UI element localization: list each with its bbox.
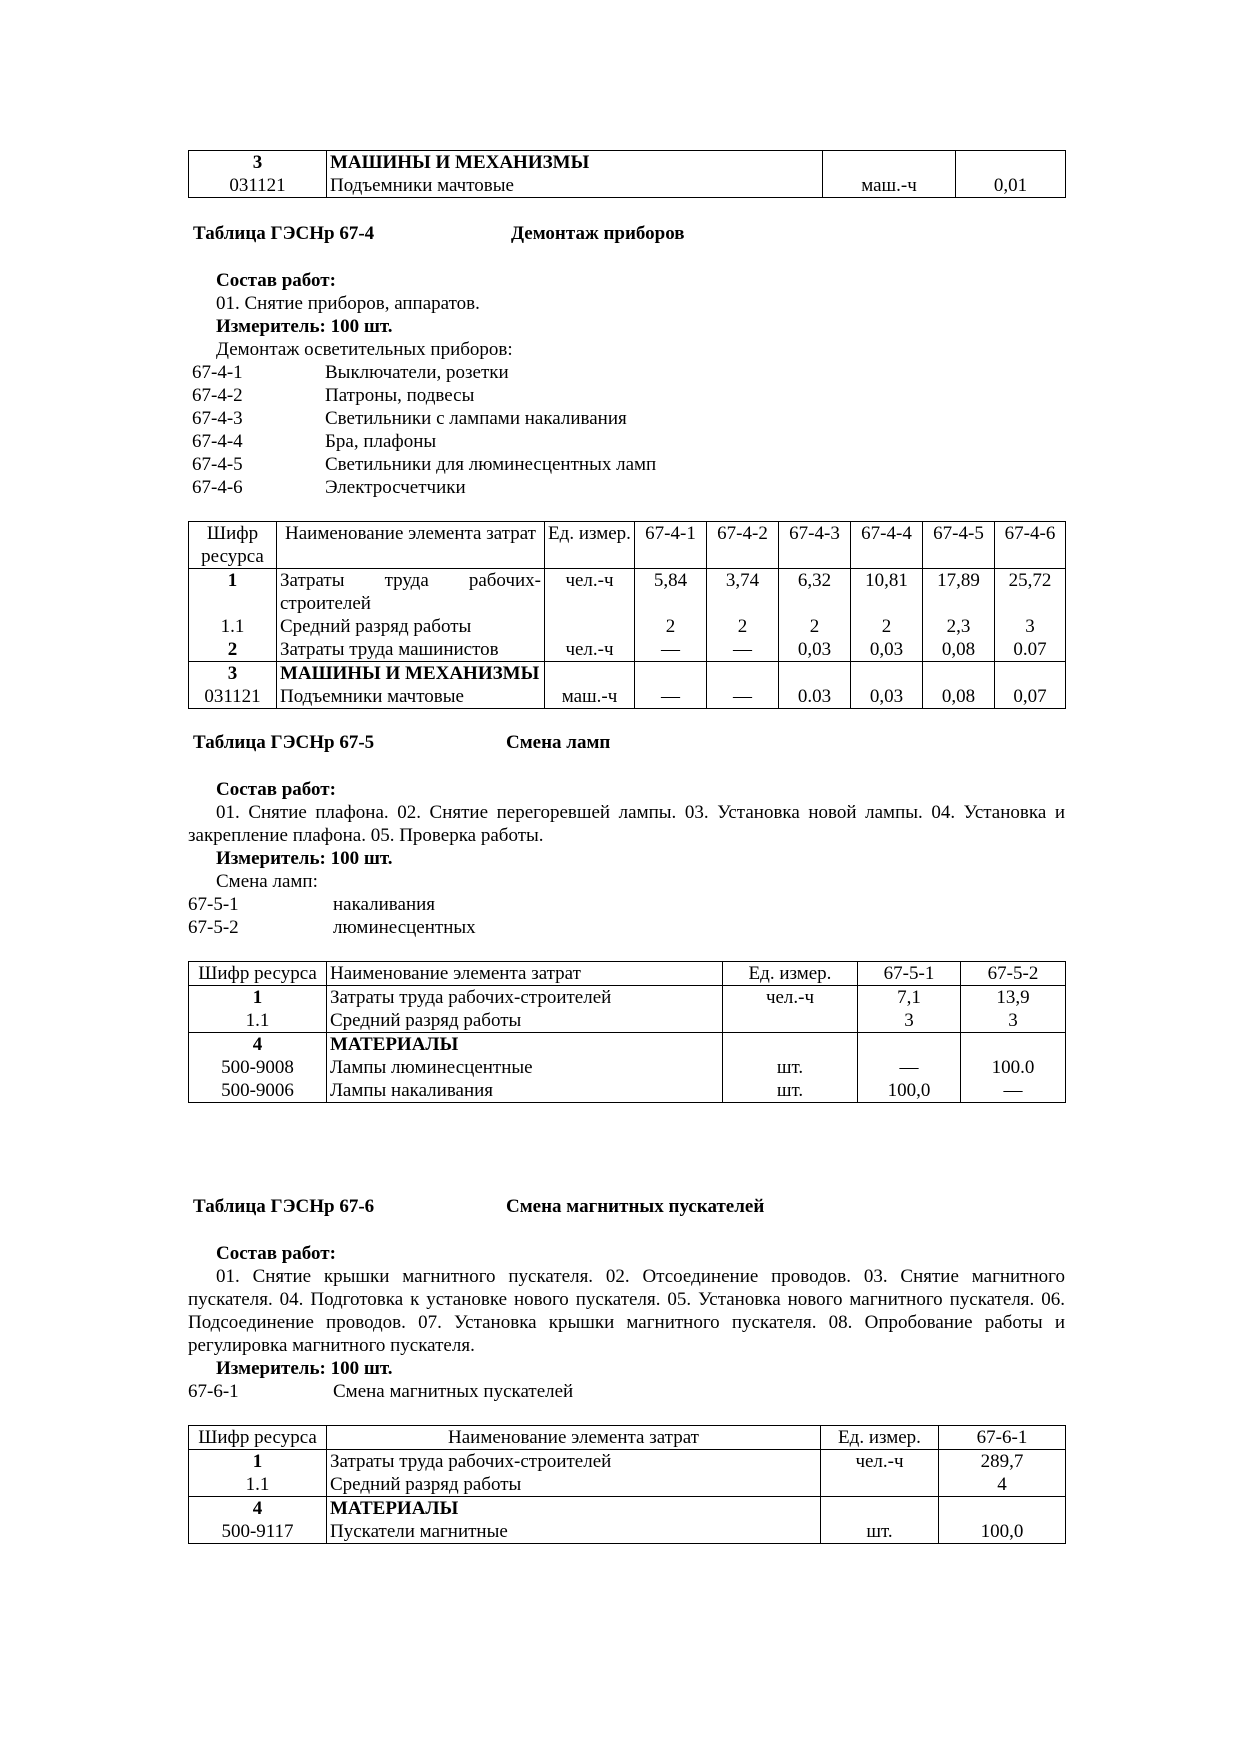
item-code: 67-4-5 xyxy=(192,454,243,475)
table-code: Таблица ГЭСНр 67-4 xyxy=(193,223,375,244)
resource-name: Лампы люминесцентные xyxy=(327,1056,723,1079)
unit xyxy=(545,662,635,686)
section-title xyxy=(193,1195,1065,1219)
resource-code: 1 xyxy=(189,986,327,1010)
item-name: Электросчетчики xyxy=(325,477,466,498)
resource-name: Подъемники мачтовые xyxy=(277,685,545,709)
header-cell: 67-4-5 xyxy=(923,522,995,569)
item-code: 67-4-6 xyxy=(192,477,243,498)
item-code: 67-5-2 xyxy=(188,917,239,938)
table-row xyxy=(189,1079,1066,1103)
resource-code: 1 xyxy=(189,1450,327,1474)
table-row xyxy=(189,1520,1066,1544)
list-item xyxy=(192,384,1065,407)
table-code: Таблица ГЭСНр 67-5 xyxy=(193,732,375,753)
section-title xyxy=(193,731,1065,755)
resource-code: 1 xyxy=(189,569,277,616)
item-name: накаливания xyxy=(333,894,436,915)
table-row xyxy=(189,1450,1066,1474)
work-text: 01. Снятие плафона. 02. Снятие перегоревшей лампы. 03. Установка новой лампы. 04. Установка и закрепление плафона. 05. Проверка работы. xyxy=(188,802,1065,846)
list-item xyxy=(188,916,1065,939)
table-row xyxy=(189,638,1066,662)
resource-name: МАТЕРИАЛЫ xyxy=(327,1497,821,1521)
value xyxy=(956,151,1066,175)
header-cell: 67-4-3 xyxy=(779,522,851,569)
resource-code: 1.1 xyxy=(189,615,277,638)
unit: шт. xyxy=(723,1056,858,1079)
resource-name: Затраты труда рабочих-строителей xyxy=(327,986,723,1010)
item-name: Светильники с лампами накаливания xyxy=(325,408,627,429)
header-row xyxy=(189,962,1066,986)
value: — xyxy=(707,685,779,709)
table-row xyxy=(189,685,1066,709)
resource-code: 031121 xyxy=(189,174,327,198)
resource-name: Средний разряд работы xyxy=(277,615,545,638)
list-item xyxy=(192,453,1065,476)
resource-code: 1.1 xyxy=(189,1009,327,1033)
value xyxy=(858,1033,961,1057)
resource-code: 3 xyxy=(189,151,327,175)
value: 13,9 xyxy=(961,986,1066,1010)
value: — xyxy=(635,638,707,662)
header-cell: 67-4-6 xyxy=(995,522,1066,569)
value: 3 xyxy=(961,1009,1066,1033)
resource-name: Подъемники мачтовые xyxy=(327,174,823,198)
table-row xyxy=(189,569,1066,616)
resource-code: 500-9117 xyxy=(189,1520,327,1544)
value xyxy=(851,662,923,686)
resource-name: МАТЕРИАЛЫ xyxy=(327,1033,723,1057)
value: 6,32 xyxy=(779,569,851,616)
item-code: 67-4-4 xyxy=(192,431,243,452)
header-cell: Шифр ресурса xyxy=(189,1426,327,1450)
table-row xyxy=(189,1473,1066,1497)
list-item xyxy=(192,361,1065,384)
value: — xyxy=(858,1056,961,1079)
header-cell: Шифр ресурса xyxy=(189,962,327,986)
value xyxy=(961,1033,1066,1057)
unit: чел.-ч xyxy=(545,569,635,616)
item-list xyxy=(192,361,1065,499)
value xyxy=(635,662,707,686)
unit: маш.-ч xyxy=(823,174,956,198)
header-cell: Ед. измер. xyxy=(821,1426,939,1450)
top-table xyxy=(188,150,1066,198)
value: 0.07 xyxy=(995,638,1066,662)
item-code: 67-6-1 xyxy=(188,1381,239,1402)
unit: чел.-ч xyxy=(821,1450,939,1474)
table-row xyxy=(189,1033,1066,1057)
header-cell: 67-4-1 xyxy=(635,522,707,569)
resource-table-67-5 xyxy=(188,961,1066,1103)
item-code: 67-5-1 xyxy=(188,894,239,915)
work-heading: Состав работ: xyxy=(216,779,336,800)
header-cell: 67-4-4 xyxy=(851,522,923,569)
unit xyxy=(723,1033,858,1057)
header-cell: Шифр ресурса xyxy=(189,522,277,569)
table-row xyxy=(189,615,1066,638)
list-item xyxy=(188,1380,1065,1403)
item-name: люминесцентных xyxy=(333,917,476,938)
section-title xyxy=(193,222,1065,246)
item-name: Выключатели, розетки xyxy=(325,362,509,383)
value xyxy=(995,662,1066,686)
header-cell: 67-4-2 xyxy=(707,522,779,569)
work-text: 01. Снятие крышки магнитного пускателя. 02. Отсоединение проводов. 03. Снятие магнитного пускателя. 04. Подготовка к установке нового пускателя. 05. Установка нового магнитного пускателя. 06. Подсоединение проводов. 07. Установка крышки магнитного пускателя. 08. Опробование работы и регулировка магнитного пускателя. xyxy=(188,1266,1065,1356)
value: 2 xyxy=(851,615,923,638)
value: 7,1 xyxy=(858,986,961,1010)
value xyxy=(707,662,779,686)
resource-code: 2 xyxy=(189,638,277,662)
value: 3 xyxy=(995,615,1066,638)
resource-name: МАШИНЫ И МЕХАНИЗМЫ xyxy=(277,662,545,686)
unit: шт. xyxy=(723,1079,858,1103)
value: 289,7 xyxy=(939,1450,1066,1474)
resource-name: Средний разряд работы xyxy=(327,1009,723,1033)
unit xyxy=(821,1473,939,1497)
resource-table-67-4 xyxy=(188,521,1066,709)
document-page xyxy=(188,150,1065,1544)
header-row xyxy=(189,522,1066,569)
resource-name: Затраты труда рабочих-строителей xyxy=(277,569,545,616)
value: 100,0 xyxy=(939,1520,1066,1544)
resource-code: 1.1 xyxy=(189,1473,327,1497)
resource-name: Пускатели магнитные xyxy=(327,1520,821,1544)
value: 2 xyxy=(707,615,779,638)
header-cell: 67-5-1 xyxy=(858,962,961,986)
value: 0,03 xyxy=(779,638,851,662)
table-title: Демонтаж приборов xyxy=(511,223,685,244)
list-item xyxy=(192,476,1065,499)
item-name: Патроны, подвесы xyxy=(325,385,475,406)
resource-name: Средний разряд работы xyxy=(327,1473,821,1497)
resource-name: МАШИНЫ И МЕХАНИЗМЫ xyxy=(327,151,823,175)
item-name: Светильники для люминесцентных ламп xyxy=(325,454,657,475)
value: 0,07 xyxy=(995,685,1066,709)
resource-name: Лампы накаливания xyxy=(327,1079,723,1103)
item-code: 67-4-2 xyxy=(192,385,243,406)
value: 0,03 xyxy=(851,638,923,662)
value: 0,08 xyxy=(923,685,995,709)
unit xyxy=(723,1009,858,1033)
table-row xyxy=(189,151,1066,175)
resource-code: 3 xyxy=(189,662,277,686)
header-cell: Наименование элемента затрат xyxy=(277,522,545,569)
unit xyxy=(545,615,635,638)
header-cell: 67-6-1 xyxy=(939,1426,1066,1450)
value: — xyxy=(635,685,707,709)
list-item xyxy=(192,430,1065,453)
header-cell: 67-5-2 xyxy=(961,962,1066,986)
resource-code: 4 xyxy=(189,1033,327,1057)
value: 3,74 xyxy=(707,569,779,616)
value: 3 xyxy=(858,1009,961,1033)
value: 0,01 xyxy=(956,174,1066,198)
table-row xyxy=(189,1056,1066,1079)
value: — xyxy=(961,1079,1066,1103)
value: 100,0 xyxy=(858,1079,961,1103)
header-cell: Наименование элемента затрат xyxy=(327,1426,821,1450)
value: 4 xyxy=(939,1473,1066,1497)
value: 5,84 xyxy=(635,569,707,616)
table-row xyxy=(189,986,1066,1010)
header-row xyxy=(189,1426,1066,1450)
list-item xyxy=(188,893,1065,916)
value: 0,03 xyxy=(851,685,923,709)
header-cell: Ед. измер. xyxy=(723,962,858,986)
value: 10,81 xyxy=(851,569,923,616)
table-row xyxy=(189,174,1066,198)
work-text: 01. Снятие приборов, аппаратов. xyxy=(216,293,480,314)
item-name: Смена магнитных пускателей xyxy=(333,1381,574,1402)
unit: шт. xyxy=(821,1520,939,1544)
value xyxy=(923,662,995,686)
value: 100.0 xyxy=(961,1056,1066,1079)
value: 2 xyxy=(779,615,851,638)
resource-name: Затраты труда рабочих-строителей xyxy=(327,1450,821,1474)
value: 17,89 xyxy=(923,569,995,616)
item-name: Бра, плафоны xyxy=(325,431,437,452)
value xyxy=(939,1497,1066,1521)
value: 2,3 xyxy=(923,615,995,638)
work-heading: Состав работ: xyxy=(216,1243,336,1264)
table-row xyxy=(189,1009,1066,1033)
value: 0,08 xyxy=(923,638,995,662)
value: 25,72 xyxy=(995,569,1066,616)
header-cell: Ед. измер. xyxy=(545,522,635,569)
table-title: Смена ламп xyxy=(506,732,611,753)
value: — xyxy=(707,638,779,662)
unit xyxy=(823,151,956,175)
resource-code: 500-9008 xyxy=(189,1056,327,1079)
item-code: 67-4-1 xyxy=(192,362,243,383)
header-cell: Наименование элемента затрат xyxy=(327,962,723,986)
table-code: Таблица ГЭСНр 67-6 xyxy=(193,1196,375,1217)
table-row xyxy=(189,1497,1066,1521)
resource-code: 4 xyxy=(189,1497,327,1521)
resource-code: 500-9006 xyxy=(189,1079,327,1103)
unit: чел.-ч xyxy=(723,986,858,1010)
work-heading: Состав работ: xyxy=(216,270,336,291)
subtitle: Демонтаж осветительных приборов: xyxy=(216,339,513,360)
measure: Измеритель: 100 шт. xyxy=(216,848,393,869)
item-code: 67-4-3 xyxy=(192,408,243,429)
table-row xyxy=(189,662,1066,686)
value: 0.03 xyxy=(779,685,851,709)
resource-code: 031121 xyxy=(189,685,277,709)
table-title: Смена магнитных пускателей xyxy=(506,1196,765,1217)
list-item xyxy=(192,407,1065,430)
measure: Измеритель: 100 шт. xyxy=(216,316,393,337)
measure: Измеритель: 100 шт. xyxy=(216,1358,393,1379)
value xyxy=(779,662,851,686)
item-list xyxy=(188,893,1065,939)
unit xyxy=(821,1497,939,1521)
item-list xyxy=(188,1380,1065,1403)
value: 2 xyxy=(635,615,707,638)
unit: чел.-ч xyxy=(545,638,635,662)
unit: маш.-ч xyxy=(545,685,635,709)
resource-name: Затраты труда машинистов xyxy=(277,638,545,662)
resource-table-67-6 xyxy=(188,1425,1066,1544)
subtitle: Смена ламп: xyxy=(216,871,318,892)
